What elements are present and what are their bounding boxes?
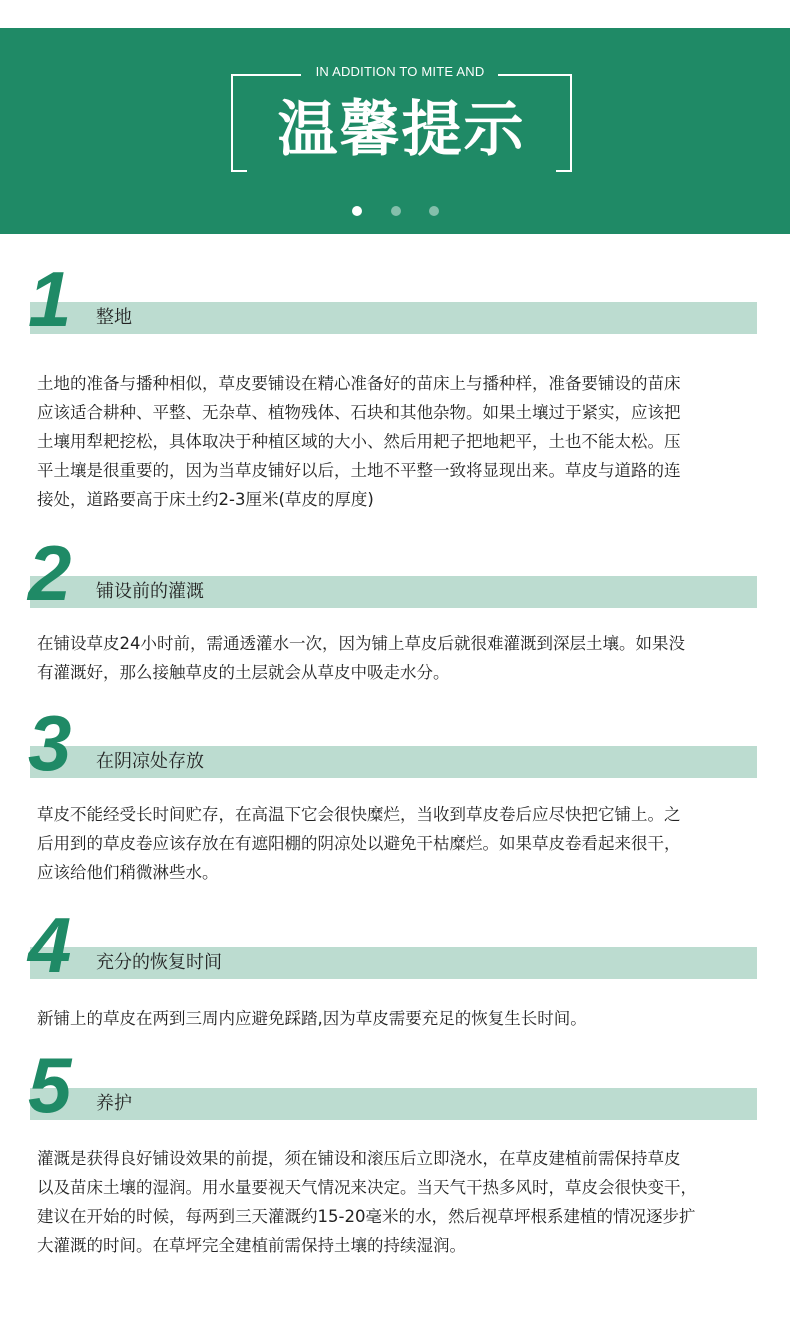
section-title: 养护: [96, 1093, 132, 1114]
frame-top-right-line: [498, 74, 572, 76]
section-number: 2: [28, 529, 72, 617]
section-title-bar: [30, 302, 757, 334]
body-line: 土地的准备与播种相似，草皮要铺设在精心准备好的苗床上与播种样，准备要铺设的苗床: [37, 374, 681, 393]
body-line: 以及苗床土壤的湿润。用水量要视天气情况来决定。当天气干热多风时，草皮会很快变干，: [37, 1178, 697, 1197]
section-body: [37, 1144, 753, 1260]
frame-right-bracket: [556, 74, 572, 172]
body-line: 灌溉是获得良好铺设效果的前提，须在铺设和滚压后立即浇水，在草皮建植前需保持草皮: [37, 1149, 681, 1168]
body-line: 有灌溉好，那么接触草皮的土层就会从草皮中吸走水分。: [37, 663, 450, 682]
section-title: 整地: [96, 307, 132, 328]
body-line: 土壤用犁耙挖松，具体取决于种植区域的大小、然后用耙子把地耙平，土也不能太松。压: [37, 432, 681, 451]
carousel-dot[interactable]: [391, 206, 401, 216]
body-line: 应该给他们稍微淋些水。: [37, 863, 219, 882]
body-line: 后用到的草皮卷应该存放在有遮阳棚的阴凉处以避免干枯糜烂。如果草皮卷看起来很干，: [37, 834, 681, 853]
body-line: 草皮不能经受长时间贮存，在高温下它会很快糜烂，当收到草皮卷后应尽快把它铺上。之: [37, 805, 681, 824]
frame-left-bracket: [231, 74, 247, 172]
carousel-dots: [350, 206, 450, 218]
section-number: 5: [28, 1041, 72, 1129]
section-body: [37, 800, 753, 887]
carousel-dot[interactable]: [429, 206, 439, 216]
body-line: 接处，道路要高于床土约2-3厘米(草皮的厚度): [37, 490, 374, 509]
frame-top-left-line: [231, 74, 301, 76]
section-title: 在阴凉处存放: [96, 751, 204, 772]
body-line: 大灌溉的时间。在草坪完全建植前需保持土壤的持续湿润。: [37, 1236, 466, 1255]
section-number: 1: [28, 255, 72, 343]
body-line: 新铺上的草皮在两到三周内应避免踩踏,因为草皮需要充足的恢复生长时间。: [37, 1009, 587, 1028]
section-number: 4: [28, 901, 72, 989]
body-line: 在铺设草皮24小时前，需通透灌水一次，因为铺上草皮后就很难灌溉到深层土壤。如果没: [37, 634, 685, 653]
header-title: 温馨提示: [277, 95, 526, 165]
header-banner: [0, 28, 790, 234]
section-body: [37, 1004, 753, 1033]
section-title-bar: [30, 1088, 757, 1120]
body-line: 建议在开始的时候，每两到三天灌溉约15-20毫米的水，然后视草坪根系建植的情况逐步扩: [37, 1207, 696, 1226]
section-number: 3: [28, 699, 72, 787]
header-subtitle: IN ADDITION TO MITE AND: [315, 64, 485, 79]
body-line: 应该适合耕种、平整、无杂草、植物残体、石块和其他杂物。如果土壤过于紧实，应该把: [37, 403, 681, 422]
body-line: 平土壤是很重要的，因为当草皮铺好以后，土地不平整一致将显现出来。草皮与道路的连: [37, 461, 681, 480]
section-body: [37, 369, 753, 514]
section-title: 充分的恢复时间: [96, 952, 222, 973]
section-body: [37, 629, 753, 687]
section-title: 铺设前的灌溉: [96, 581, 204, 602]
carousel-dot-active[interactable]: [352, 206, 362, 216]
